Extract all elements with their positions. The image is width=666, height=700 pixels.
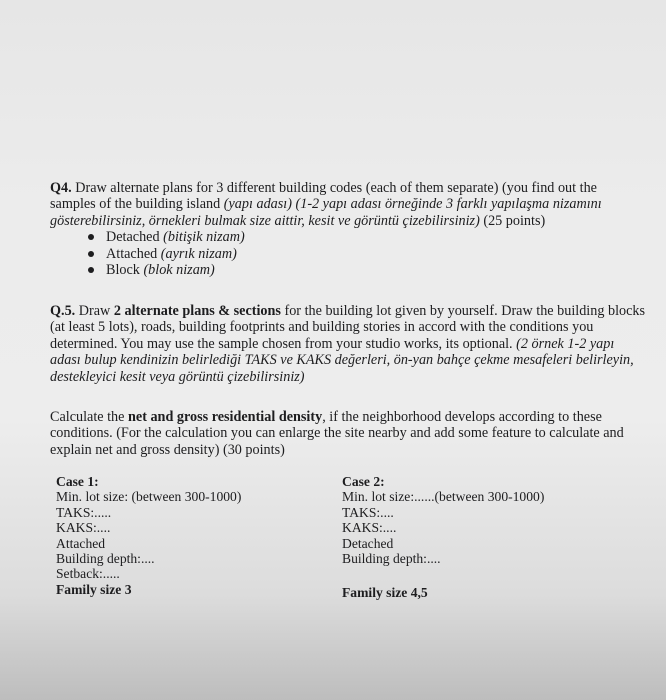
question-4-text-tr-2: (1-2 yapı adası örneğinde 3 farklı yapılaşma nizamını gösterebilirsiniz, örnekleri bulmak size aittir, kesit ve görüntü çizebilirsiniz) <box>50 196 602 229</box>
case-1-min-lot: Min. lot size: (between 300-1000) <box>56 489 242 505</box>
building-code-list <box>50 229 646 278</box>
case-2-family: Family size 4,5 <box>342 585 428 601</box>
list-item-detached: Detached (bitişik nizam) <box>88 229 646 245</box>
question-5-label: Q.5. <box>50 303 76 319</box>
case-2-taks: TAKS:.... <box>342 504 394 520</box>
question-4 <box>50 180 646 278</box>
density-question-text: Calculate the net and gross residential density, if the neighborhood develops according to these conditions. (For the calculation you can enlarge the site nearby and add some feature to calculate and explain net and gross density) (30 points) <box>50 409 624 458</box>
case-2-depth: Building depth:.... <box>342 551 441 567</box>
case-2-kaks: KAKS:.... <box>342 520 397 536</box>
question-4-points: (25 points) <box>479 212 546 229</box>
case-1-depth: Building depth:.... <box>56 551 155 567</box>
case-1-taks: TAKS:..... <box>56 504 112 520</box>
question-4-label: Q4. <box>50 180 72 196</box>
case-1-family: Family size 3 <box>56 581 132 597</box>
question-5-text-tr: (2 örnek 1-2 yapı adası bulup kendinizin belirlediği TAKS ve KAKS değerleri, ön-yan bahçe çekme mesafeleri belirleyin, destekleyici kesit veya görüntü çizebilirsiniz) <box>50 335 634 385</box>
case-1 <box>56 474 241 597</box>
case-2-type: Detached <box>342 535 394 551</box>
question-5-text: Q.5. Draw 2 alternate plans & sections for the building lot given by yourself. Draw the building blocks (at least 5 lots), roads, building footprints and building stories in accord with the conditions you determined. You may use the sample chosen from your studio works, its optional. (2 örnek 1-2 yapı adası bulup kendinizin belirlediği TAKS ve KAKS değerleri, ön-yan bahçe çekme mesafeleri belirleyin, destekleyici kesit veya görüntü çizebilirsiniz) <box>50 303 646 385</box>
density-question <box>50 409 646 458</box>
case-1-kaks: KAKS:.... <box>56 520 111 536</box>
case-1-type: Attached <box>56 535 106 551</box>
list-item-attached: Attached (ayrık nizam) <box>88 246 646 262</box>
list-item-block: Block (blok nizam) <box>88 262 646 278</box>
case-1-title: Case 1: <box>56 474 99 489</box>
case-2-title: Case 2: <box>342 474 385 489</box>
question-4-text-tr-1: (yapı adası) <box>223 196 292 213</box>
case-2 <box>342 474 544 601</box>
question-5 <box>50 303 646 385</box>
case-1-setback: Setback:..... <box>56 566 120 582</box>
question-4-text <box>50 180 646 229</box>
case-2-min-lot: Min. lot size:......(between 300-1000) <box>342 489 545 505</box>
question-4-text-en: Draw alternate plans for 3 different building codes (each of them separate) (you find out the samples of the building island <box>50 180 597 213</box>
